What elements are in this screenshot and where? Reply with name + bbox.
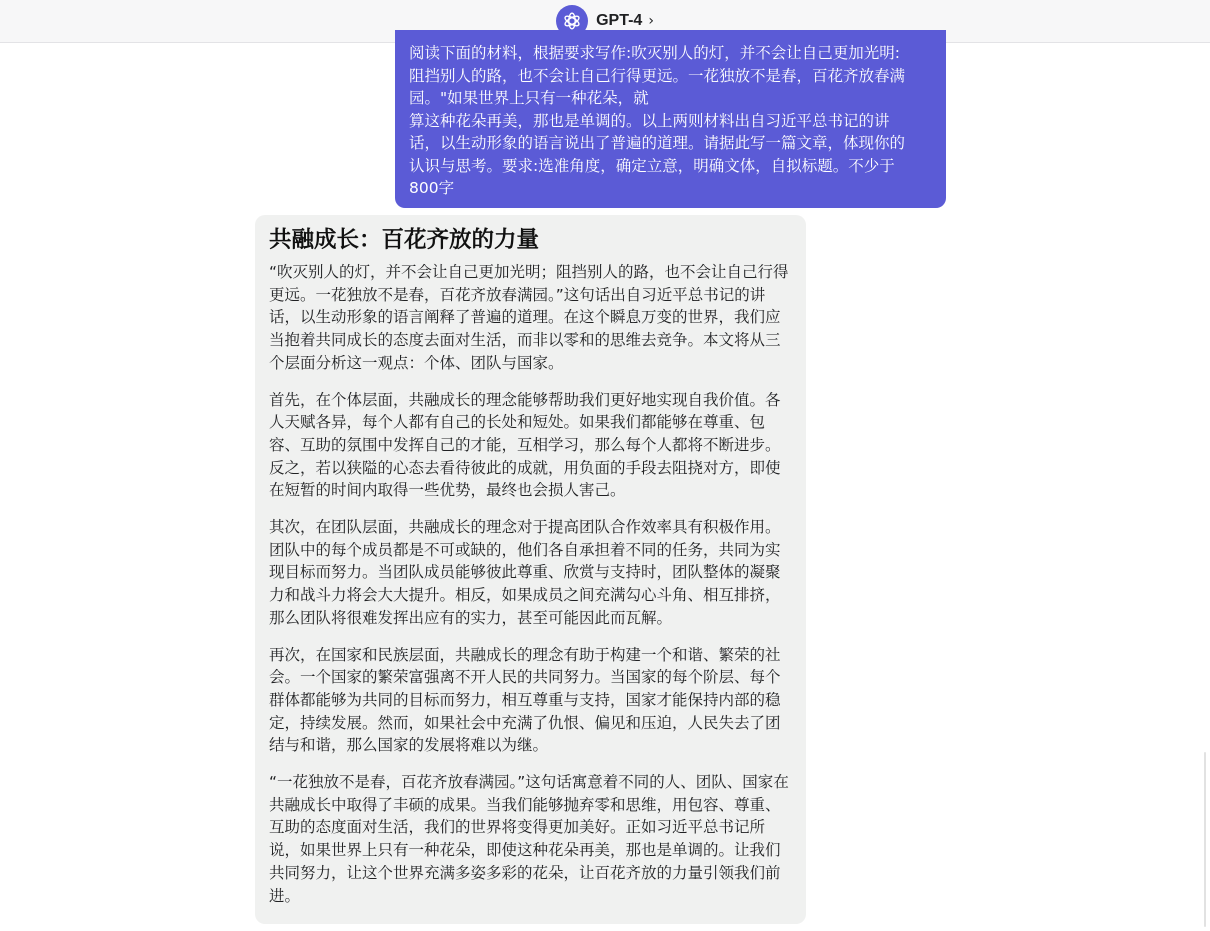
user-message-bubble	[395, 30, 946, 208]
chevron-right-icon: ›	[648, 13, 654, 29]
essay-title: 共融成长：百花齐放的力量	[269, 227, 540, 253]
user-message-line: 算这种花朵再美，那也是单调的。以上两则材料出自习近平总书记的讲	[409, 111, 890, 130]
assistant-message-bubble	[255, 215, 806, 924]
essay-paragraph: “吹灭别人的灯，并不会让自己更加光明；阻挡别人的路，也不会让自己行得更远。一花独放不是春，百花齐放春满园。”这句话出自习近平总书记的讲话，以生动形象的语言阐释了普遍的道理。在这个瞬息万变的世界，我们应当抱着共同成长的态度去面对生活，而非以零和的思维去竞争。本文将从三个层面分析这一观点：个体、团队与国家。	[269, 263, 789, 372]
user-message-line: 园。"如果世界上只有一种花朵，就	[409, 89, 649, 107]
user-message-line: 阻挡别人的路，也不会让自己行得更远。一花独放不是春，百花齐放春满	[409, 66, 906, 85]
essay-paragraph: 首先，在个体层面，共融成长的理念能够帮助我们更好地实现自我价值。各人天赋各异，每个人都有自己的长处和短处。如果我们都能够在尊重、包容、互助的氛围中发挥自己的才能，互相学习，那么每个人都将不断进步。反之，若以狭隘的心态去看待彼此的成就，用负面的手段去阻挠对方，即使在短暂的时间内取得一些优势，最终也会损人害己。	[269, 390, 781, 500]
user-message-line: 认识与思考。要求:选准角度，确定立意，明确文体，自拟标题。不少于	[409, 156, 895, 175]
page-scrollbar[interactable]	[1204, 752, 1206, 927]
model-name-label: GPT-4	[596, 12, 643, 29]
essay-paragraph: 再次，在国家和民族层面，共融成长的理念有助于构建一个和谐、繁荣的社会。一个国家的繁荣富强离不开人民的共同努力。当国家的每个阶层、每个群体都能够为共同的目标而努力，相互尊重与支持，国家才能保持内部的稳定，持续发展。然而，如果社会中充满了仇恨、偏见和压迫，人民失去了团结与和谐，那么国家的发展将难以为继。	[269, 645, 781, 755]
user-message-line: 阅读下面的材料，根据要求写作:吹灭别人的灯，并不会让自己更加光明:	[409, 44, 900, 62]
user-message-line: 话，以生动形象的语言说出了普遍的道理。请据此写一篇文章，体现你的	[409, 134, 906, 152]
essay-paragraph: “一花独放不是春，百花齐放春满园。”这句话寓意着不同的人、团队、国家在共融成长中取得了丰硕的成果。当我们能够抛弃零和思维，用包容、尊重、互助的态度面对生活，我们的世界将变得更加美好。正如习近平总书记所说，如果世界上只有一种花朵，即使这种花朵再美，那也是单调的。让我们共同努力，让这个世界充满多姿多彩的花朵，让百花齐放的力量引领我们前进。	[269, 773, 789, 905]
essay-paragraph: 其次，在团队层面，共融成长的理念对于提高团队合作效率具有积极作用。团队中的每个成员都是不可或缺的，他们各自承担着不同的任务，共同为实现目标而努力。当团队成员能够彼此尊重、欣赏与支持时，团队整体的凝聚力和战斗力将会大大提升。相反，如果成员之间充满勾心斗角、相互排挤，那么团队将很难发挥出应有的实力，甚至可能因此而瓦解。	[269, 518, 781, 627]
user-message-line: 800字	[409, 179, 455, 197]
